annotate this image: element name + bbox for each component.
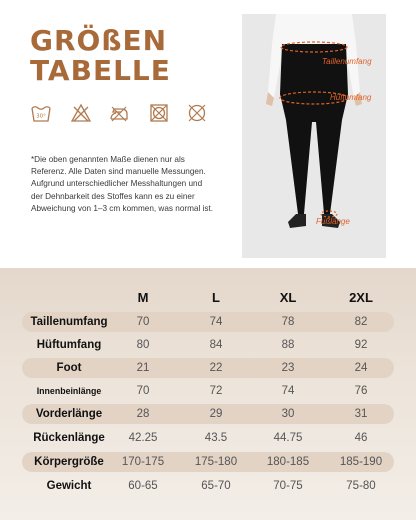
column-header-xl: XL: [279, 290, 297, 305]
row-label: Taillenumfang: [30, 316, 108, 328]
table-cell: 72: [209, 385, 223, 397]
table-cell: 92: [354, 339, 368, 351]
table-row: [0, 358, 416, 378]
table-cell: 60-65: [128, 480, 158, 492]
table-cell: 24: [354, 362, 368, 374]
table-cell: 30: [281, 408, 295, 420]
table-row: [0, 381, 416, 401]
no-bleach-icon: [70, 102, 92, 124]
table-cell: 22: [209, 362, 223, 374]
table-row: [0, 312, 416, 332]
column-header-l: L: [212, 290, 220, 305]
care-icons: [30, 102, 210, 124]
table-cell: 21: [136, 362, 150, 374]
row-label: Foot: [56, 362, 82, 374]
table-cell: 75-80: [346, 480, 376, 492]
measurement-note: *Die oben genannten Maße dienen nur als Referenz. Alle Daten sind manuelle Messungen. Aufgrund unterschiedlicher Messhaltungen und der Dehnbarkeit des Stoffes kann es zu einer Abweichung von 1–3 cm kommen, was normal ist.: [31, 155, 214, 213]
table-cell: 70-75: [273, 480, 303, 492]
table-cell: 42.25: [128, 432, 158, 444]
page-title: [30, 26, 171, 86]
waist-label: Taillenumfang: [322, 57, 372, 66]
hip-label: Hüftumfang: [330, 93, 372, 102]
table-cell: 70: [136, 316, 150, 328]
table-cell: 185-190: [339, 456, 383, 468]
wash-temp-label: 30°: [36, 113, 46, 120]
table-cell: 175-180: [194, 456, 238, 468]
table-cell: 78: [281, 316, 295, 328]
no-iron-icon: [108, 102, 130, 124]
row-label: Vorderlänge: [35, 408, 103, 420]
table-cell: 46: [354, 432, 368, 444]
table-cell: 76: [354, 385, 368, 397]
table-cell: 23: [281, 362, 295, 374]
table-row: [0, 404, 416, 424]
product-photo: [242, 14, 386, 258]
table-cell: 65-70: [201, 480, 231, 492]
table-cell: 82: [354, 316, 368, 328]
title-line-2: TABELLE: [30, 54, 171, 87]
row-label: Rückenlänge: [33, 432, 105, 444]
table-cell: 29: [209, 408, 223, 420]
table-cell: 84: [209, 339, 223, 351]
row-label: Innenbeinlänge: [36, 386, 102, 396]
table-cell: 88: [281, 339, 295, 351]
table-cell: 180-185: [266, 456, 310, 468]
no-tumble-dry-icon: [148, 102, 170, 124]
table-cell: 44.75: [273, 432, 303, 444]
table-cell: 170-175: [121, 456, 165, 468]
column-header-m: M: [137, 290, 149, 305]
table-row: [0, 335, 416, 355]
table-cell: 74: [281, 385, 295, 397]
table-cell: 43.5: [204, 432, 228, 444]
column-header-2xl: 2XL: [349, 290, 373, 305]
wash-30-icon: [30, 102, 52, 124]
table-row: [0, 476, 416, 496]
title-line-1: GRÖßEN: [30, 24, 168, 57]
table-cell: 74: [209, 316, 223, 328]
no-dry-clean-icon: [186, 102, 208, 124]
hem-label: Fußlänge: [316, 217, 350, 226]
table-row: [0, 428, 416, 448]
table-row: [0, 452, 416, 472]
tights-model-illustration: [242, 14, 386, 258]
row-label: Gewicht: [46, 480, 92, 492]
table-cell: 31: [354, 408, 368, 420]
table-cell: 28: [136, 408, 150, 420]
table-cell: 70: [136, 385, 150, 397]
row-label: Hüftumfang: [36, 339, 102, 351]
row-label: Körpergröße: [34, 456, 104, 468]
table-cell: 80: [136, 339, 150, 351]
